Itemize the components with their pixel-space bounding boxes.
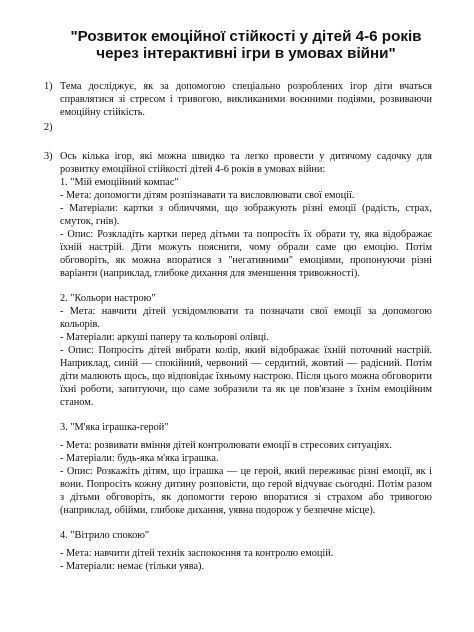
game-2-materials: - Матеріали: аркуші паперу та кольорові олівці. <box>60 332 269 343</box>
game-1-materials: - Матеріали: картки з обличчями, що зображують різні емоції (радість, страх, смуток, гнів). <box>60 203 432 227</box>
game-3-goal: - Мета: розвивати вміння дітей контролювати емоції в стресових ситуаціях. <box>60 440 392 451</box>
list-number: 3) <box>44 151 53 162</box>
game-1-goal: - Мета: допомогти дітям розпізнавати та висловлювати свої емоції. <box>60 190 355 201</box>
game-1-heading: 1. "Мій емоційний компас" <box>60 177 179 188</box>
game-4-goal: - Мета: навчити дітей технік заспокоєння та контролю емоцій. <box>60 548 334 559</box>
game-4-block <box>60 529 432 573</box>
game-4-materials: - Матеріали: немає (тільки уява). <box>60 561 205 572</box>
game-4-heading: 4. "Вітрило спокою" <box>60 530 150 541</box>
document-title: "Розвиток емоційної стійкості у дітей 4-6 років через інтерактивні ігри в умовах війни" <box>70 28 422 62</box>
list-number: 1) <box>44 81 53 92</box>
list-item-1 <box>44 80 432 119</box>
game-3-heading: 3. "М'яка іграшка-герой" <box>60 422 169 433</box>
topic-description: Тема досліджує, як за допомогою спеціально розроблених ігор діти вчаться справлятися зі стресом і тривогою, викликаними воєнними подіями, розвиваючи емоційну стійкість. <box>60 81 432 118</box>
game-1-description: - Опис: Розкладіть картки перед дітьми та попросіть їх обрати ту, яка відображає їхній настрій. Діти можуть пояснити, чому обрали саме цю емоцію. Потім обговоріть, як можна впоратися з "негативними" емоціями, пропонуючи різні варіанти (наприклад, глибоке дихання для зменшення тривожності). <box>60 229 432 279</box>
game-3-block <box>60 421 432 517</box>
game-2-heading: 2. "Кольори настрою" <box>60 293 156 304</box>
empty-item-text <box>60 121 432 134</box>
list-item-2 <box>44 121 432 134</box>
game-2-goal: - Мета: навчити дітей усвідомлювати та позначати свої емоції за допомогою кольорів. <box>60 306 432 330</box>
game-3-materials: - Матеріали: будь-яка м'яка іграшка. <box>60 453 219 464</box>
games-intro: Ось кілька ігор, які можна швидко та легко провести у дитячому садочку для розвитку емоційної стійкості дітей 4-6 років в умовах війни: <box>60 151 432 175</box>
list-number: 2) <box>44 122 53 133</box>
list-item-3 <box>44 150 432 409</box>
game-2-description: - Опис: Попросіть дітей вибрати колір, який відображає їхній поточний настрій. Наприклад, синій — спокійний, червоний — сердитий, жовтий — радісний. Потім діти малюють щось, що відповідає їхньому настрою. Після цього можна обговорити їхні роботи, запитуючи, що саме зобразили та як це пов'язане з їхнім емоційним станом. <box>60 345 432 408</box>
game-3-description: - Опис: Розкажіть дітям, що іграшка — це герой, який переживає різні емоції, як і вони. Попросіть кожну дитину розповісти, що герой відчуває сьогодні. Потім разом з дітьми обговоріть, як допомогти герою впоратися зі страхом або тривогою (наприклад, обійми, глибоке дихання, уявна подорож у безпечне місце). <box>60 466 432 516</box>
